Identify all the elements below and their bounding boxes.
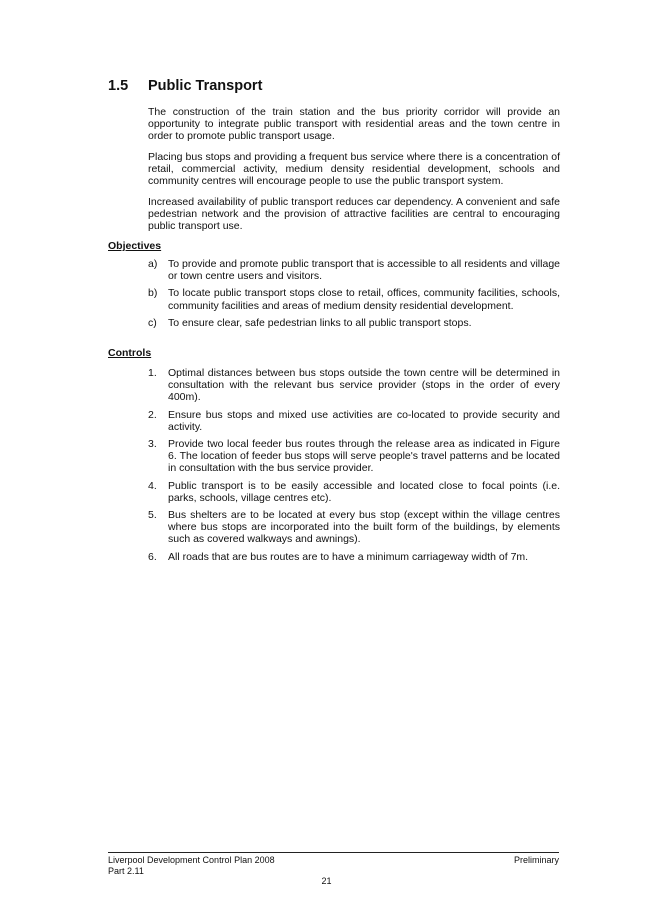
page-footer <box>108 852 559 876</box>
control-marker: 1. <box>148 367 157 379</box>
control-marker: 5. <box>148 509 157 522</box>
objective-text: To ensure clear, safe pedestrian links to all public transport stops. <box>168 316 472 329</box>
control-marker: 3. <box>148 438 157 451</box>
section-number: 1.5 <box>108 78 129 94</box>
section-title: Public Transport <box>148 78 263 94</box>
control-item <box>148 438 560 475</box>
footer-part: Part 2.11 <box>108 865 144 876</box>
control-text: Optimal distances between bus stops outside the town centre will be determined in consultation with the relevant bus service provider (stops in the order of every 400m). <box>168 367 560 404</box>
objective-text: To provide and promote public transport that is accessible to all residents and village or town centre users and visitors. <box>168 258 560 283</box>
section-heading <box>108 78 262 94</box>
control-item <box>148 367 560 404</box>
objectives-list <box>148 258 560 329</box>
control-text: Public transport is to be easily accessible and located close to focal points (i.e. parks, schools, village centres etc). <box>168 479 560 504</box>
objective-marker: b) <box>148 287 158 300</box>
intro-paragraph-3-wrap <box>148 196 560 233</box>
controls-list <box>148 367 560 563</box>
intro-paragraph-2: Placing bus stops and providing a frequent bus service where there is a concentration of retail, commercial activity, medium density residential development, schools and community centres will encourage people to use the public transport system. <box>148 151 560 188</box>
objective-marker: a) <box>148 258 158 270</box>
page-number: 21 <box>321 876 332 886</box>
control-item <box>148 409 560 433</box>
controls-heading: Controls <box>108 347 152 359</box>
footer-status: Preliminary <box>513 855 559 865</box>
objective-item <box>148 258 560 282</box>
control-marker: 4. <box>148 479 157 492</box>
intro-paragraph-3: Increased availability of public transport reduces car dependency. A convenient and safe pedestrian network and the provision of attractive facilities are central to encouraging public transport use. <box>148 196 560 233</box>
control-item <box>148 509 560 546</box>
objective-item <box>148 317 560 329</box>
control-item <box>148 551 560 563</box>
control-text: All roads that are bus routes are to have a minimum carriageway width of 7m. <box>168 550 529 563</box>
intro-paragraph-2-wrap <box>148 151 560 188</box>
control-marker: 2. <box>148 408 157 421</box>
control-text: Bus shelters are to be located at every bus stop (except within the village centres where bus stops are incorporated into the built form of the buildings, by elements such as covered walkways and awnings). <box>168 509 560 546</box>
intro-paragraph-1: The construction of the train station and the bus priority corridor will provide an opportunity to integrate public transport with residential areas and the town centre in order to promote public transport usage. <box>148 106 560 143</box>
objective-marker: c) <box>148 316 157 329</box>
objectives-heading: Objectives <box>108 240 162 252</box>
control-text: Provide two local feeder bus routes through the release area as indicated in Figure 6. The location of feeder bus stops will serve people's travel patterns and be located in consultation with the bus service provider. <box>168 438 560 475</box>
control-marker: 6. <box>148 550 157 563</box>
objective-item <box>148 287 560 311</box>
intro-paragraph-1-wrap <box>148 106 560 143</box>
footer-document-title: Liverpool Development Control Plan 2008 <box>108 855 275 865</box>
objective-text: To locate public transport stops close to retail, offices, community facilities, schools, community facilities and areas of medium density residential development. <box>168 287 560 312</box>
control-item <box>148 480 560 504</box>
control-text: Ensure bus stops and mixed use activities are co-located to provide security and activity. <box>168 408 560 433</box>
